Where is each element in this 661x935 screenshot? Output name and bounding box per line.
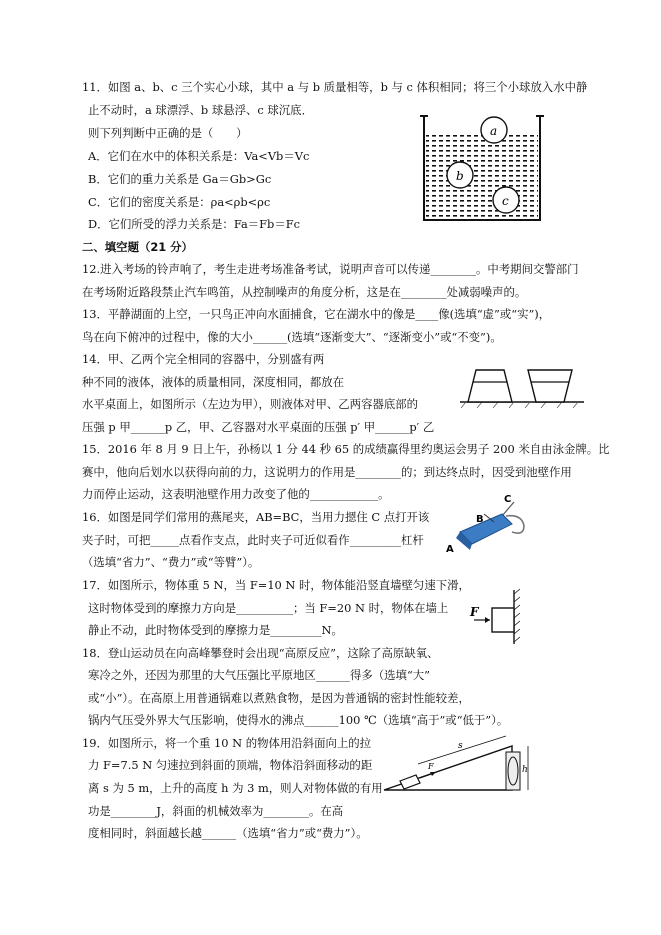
question-17-line-3: 静止不动，此时物体受到的摩擦力是_________N。 [88, 623, 343, 637]
point-a-label: A [446, 544, 454, 555]
question-18-line-4: 锅内气压受外界大气压影响，使得水的沸点______100 ℃（选填“高于”或“低于”）。 [88, 713, 509, 727]
binder-clip-figure [444, 492, 536, 556]
option-d: D．它们所受的浮力关系是：Fa＝Fb＝Fc [88, 217, 301, 231]
incline-figure [378, 734, 538, 798]
point-b-label: B [476, 514, 484, 525]
question-17-line-1: 17．如图所示，物体重 5 N，当 F=10 N 时，物体能沿竖直墙壁匀速下滑， [82, 578, 470, 592]
ball-b-label: b [456, 169, 464, 183]
question-14-line-2: 种不同的液体，液体的质量相同，深度相同，都放在 [82, 375, 344, 389]
option-b: B．它们的重力关系是 Ga＝Gb>Gc [88, 172, 272, 186]
force-label: F [470, 605, 479, 619]
container-jia [468, 370, 512, 402]
point-c-label: C [504, 494, 512, 505]
question-18-line-1: 18．登山运动员在向高峰攀登时会出现“高原反应”，这除了高原缺氧、 [82, 646, 439, 660]
question-19-line-2: 力 F=7.5 N 匀速拉到斜面的顶端，物体沿斜面移动的距 [88, 758, 373, 772]
beaker-figure [418, 108, 548, 226]
containers-figure [456, 356, 588, 410]
question-18-line-2: 寒冷之外，还因为那里的大气压强比平原地区______得多（选填“大” [88, 668, 430, 682]
question-11-line-1: 11．如图 a、b、c 三个实心小球，其中 a 与 b 质量相等，b 与 c 体积相同；将三个小球放入水中静 [82, 80, 588, 94]
question-15-line-1: 15．2016 年 8 月 9 日上午，孙杨以 1 分 44 秒 65 的成绩赢得里约奥运会男子 200 米自由泳金牌。比 [82, 442, 610, 456]
ball-a-label: a [490, 124, 498, 138]
question-13-line-2: 鸟在向下俯冲的过程中，像的大小______(选填“逐渐变大”、“逐渐变小”或“不变”)。 [82, 330, 502, 344]
question-11-prompt: 则下列判断中正确的是（ ） [88, 126, 248, 140]
question-12-line-2: 在考场附近路段禁止汽车鸣笛，从控制噪声的角度分析，这是在________处减弱噪声的。 [82, 285, 527, 299]
ball-c-label: c [502, 194, 509, 208]
container-yi [528, 370, 572, 402]
question-16-line-1: 16．如图是同学们常用的燕尾夹，AB=BC，当用力摁住 C 点打开该 [82, 510, 430, 524]
option-c: C．它们的密度关系是：ρa<ρb<ρc [88, 195, 271, 209]
option-a: A．它们在水中的体积关系是：Va<Vb＝Vc [88, 149, 310, 163]
question-14-line-3: 水平桌面上，如图所示（左边为甲），则液体对甲、乙两容器底部的 [82, 397, 419, 411]
incline-s-label: s [458, 741, 463, 751]
incline-h-label: h [522, 765, 528, 775]
clip-body [460, 514, 512, 544]
water-area [426, 134, 538, 219]
question-15-line-2: 赛中，他向后划水以获得向前的力，这说明力的作用是________的；到达终点时，因受到池壁作用 [82, 465, 572, 479]
question-16-line-3: （选填“省力”、“费力”或“等臂”）。 [82, 555, 260, 569]
question-16-line-2: 夹子时，可把_____点看作支点，此时夹子可近似看作_________杠杆 [82, 533, 424, 547]
question-17-line-2: 这时物体受到的摩擦力方向是__________；当 F=20 N 时，物体在墙上 [88, 601, 449, 615]
incline-force-label: F [428, 762, 434, 771]
question-14-line-4: 压强 p 甲______p 乙，甲、乙容器对水平桌面的压强 p′ 甲______p′ 乙 [82, 420, 435, 434]
question-13-line-1: 13．平静湖面的上空，一只鸟正冲向水面捕食，它在湖水中的像是____像(选填“虚”或“实”)， [82, 307, 551, 321]
question-19-line-1: 19．如图所示，将一个重 10 N 的物体用沿斜面向上的拉 [82, 736, 372, 750]
question-14-line-1: 14．甲、乙两个完全相同的容器中，分别盛有两 [82, 352, 325, 366]
question-11-line-2: 止不动时，a 球漂浮、b 球悬浮、c 球沉底． [88, 103, 313, 117]
question-18-line-3: 或“小”）。在高原上用普通锅难以煮熟食物，是因为普通锅的密封性能较差， [88, 691, 470, 705]
wall-block-figure [466, 586, 528, 648]
block [492, 608, 514, 632]
question-15-line-3: 力而停止运动，这表明池壁作用力改变了他的____________。 [82, 487, 390, 501]
question-19-line-4: 功是________J，斜面的机械效率为________。在高 [88, 804, 344, 818]
question-19-line-3: 离 s 为 5 m，上升的高度 h 为 3 m，则人对物体做的有用 [88, 781, 383, 795]
section-heading: 二、填空题（21 分） [82, 240, 193, 254]
question-19-line-5: 度相同时，斜面越长越______（选填“省力”或“费力”）。 [88, 826, 368, 840]
question-12-line-1: 12.进入考场的铃声响了，考生走进考场准备考试，说明声音可以传递________。中考期间交警部门 [82, 262, 579, 276]
